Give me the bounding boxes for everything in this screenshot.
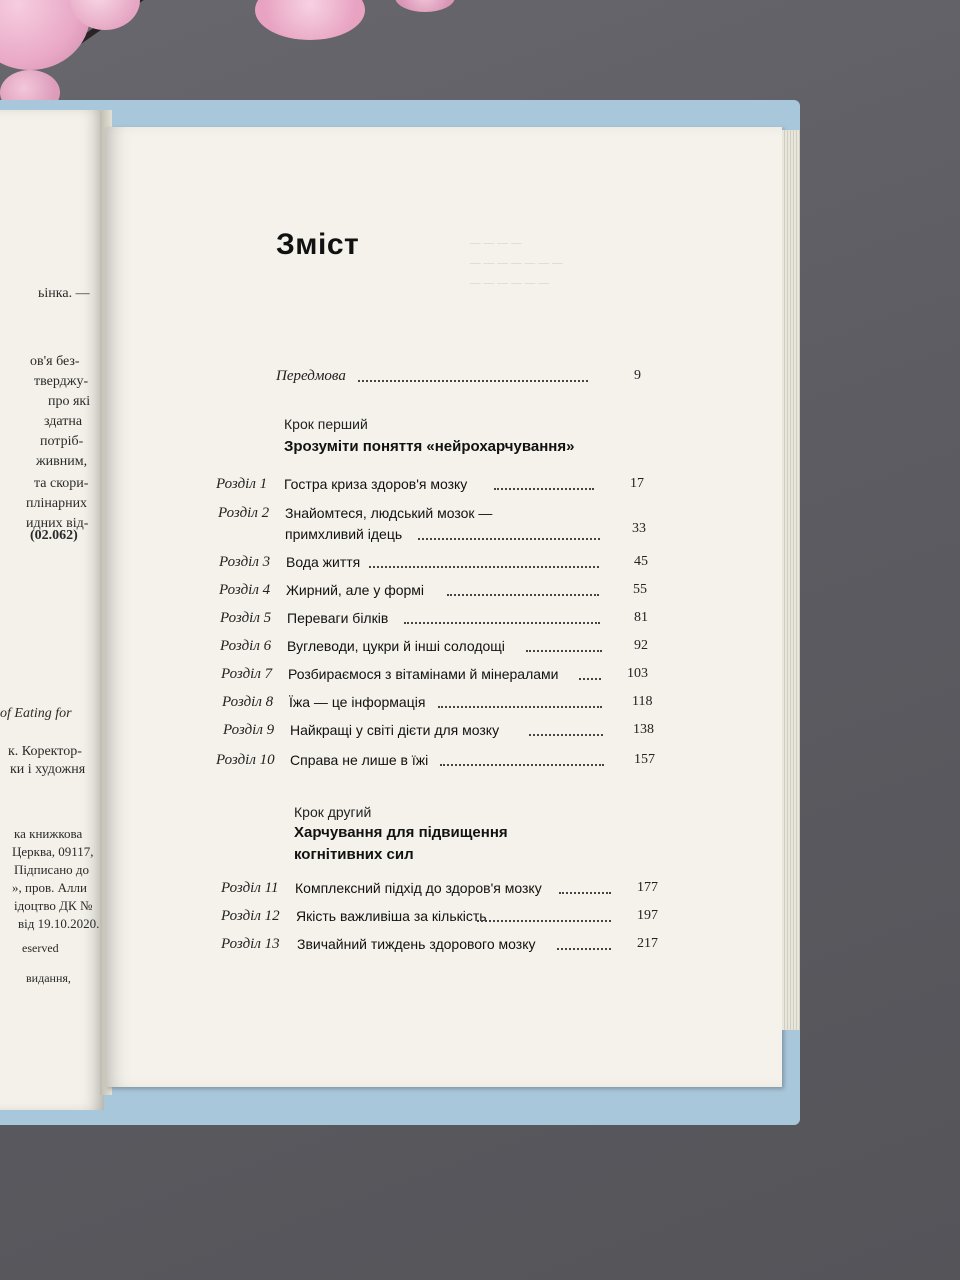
toc-chapter-row — [221, 880, 666, 902]
page-number: 55 — [633, 582, 647, 597]
left-page-text: потріб- — [40, 434, 84, 449]
dot-leader — [440, 754, 604, 766]
chapter-title: Гостра криза здоров'я мозку — [284, 476, 468, 492]
chapter-label: Розділ 4 — [219, 582, 271, 598]
bleed-through-text: — — — — — — — — [470, 255, 563, 269]
dot-leader — [529, 724, 603, 736]
chapter-title: Їжа — це інформація — [289, 694, 426, 710]
chapter-label: Розділ 9 — [223, 722, 275, 738]
part-label: Крок другий — [294, 804, 372, 820]
part-title-line-2: когнітивних сил — [294, 846, 414, 863]
part-title: Зрозуміти поняття «нейрохарчування» — [284, 438, 575, 455]
toc-chapter-row — [221, 666, 661, 688]
dot-leader — [526, 640, 602, 652]
bleed-through-text: — — — — — [470, 235, 522, 249]
dot-leader — [559, 882, 611, 894]
preface-title: Передмова — [276, 368, 346, 384]
chapter-label: Розділ 10 — [216, 752, 275, 768]
page-number: 103 — [627, 666, 648, 681]
left-page-text: ка книжкова — [14, 826, 83, 841]
left-page-text: плінарних — [26, 496, 88, 511]
chapter-title: Переваги білків — [287, 610, 389, 626]
left-page-text: тверджу- — [34, 374, 89, 389]
toc-chapter-row — [216, 476, 656, 498]
chapter-label: Розділ 1 — [216, 476, 268, 492]
chapter-title: Справа не лише в їжі — [290, 752, 429, 768]
page-number: 17 — [630, 476, 644, 491]
toc-chapter-row — [221, 936, 666, 958]
page-number: 157 — [634, 752, 655, 767]
dot-leader — [579, 668, 601, 680]
toc-chapter-row — [220, 638, 660, 660]
page-number: 217 — [637, 936, 658, 951]
page-number: 92 — [634, 638, 648, 653]
page-number: 177 — [637, 880, 658, 895]
left-page-text: eserved — [22, 941, 59, 955]
chapter-label: Розділ 3 — [219, 554, 271, 570]
chapter-title: Вода життя — [286, 554, 361, 570]
cherry-blossom — [395, 0, 455, 12]
chapter-title: Вуглеводи, цукри й інші солодощі — [287, 638, 505, 654]
toc-chapter-row — [219, 554, 659, 576]
left-page-text: ьінка. — — [38, 286, 90, 301]
chapter-title: Якість важливіша за кількість — [296, 908, 487, 924]
page-title: Зміст — [276, 228, 360, 261]
left-page-text: про які — [48, 394, 91, 409]
chapter-label: Розділ 5 — [220, 610, 272, 626]
toc-chapter-row — [221, 908, 666, 930]
left-page — [0, 110, 104, 1110]
toc-preface-row — [276, 368, 646, 390]
toc-chapter-row — [218, 505, 658, 549]
chapter-title: Розбираємося з вітамінами й мінералами — [288, 666, 559, 682]
toc-chapter-row — [220, 610, 660, 632]
page-number: 118 — [632, 694, 653, 709]
part-title: Харчування для підвищення — [294, 824, 508, 841]
chapter-title-line-2: примхливий ідець — [285, 526, 403, 542]
chapter-label: Розділ 11 — [221, 880, 279, 896]
left-page-text: of Eating for — [0, 706, 72, 721]
chapter-label: Розділ 7 — [221, 666, 273, 682]
dot-leader — [447, 584, 599, 596]
cherry-blossom — [255, 0, 365, 40]
dot-leader — [557, 938, 611, 950]
chapter-label: Розділ 12 — [221, 908, 280, 924]
left-page-text: ов'я без- — [30, 354, 80, 369]
part-label: Крок перший — [284, 416, 368, 432]
left-page-text: », пров. Алли — [12, 880, 87, 895]
bleed-through-text: — — — — — — — [470, 275, 550, 289]
chapter-title: Комплексний підхід до здоров'я мозку — [295, 880, 542, 896]
chapter-title: Звичайний тиждень здорового мозку — [297, 936, 536, 952]
page-number: 138 — [633, 722, 654, 737]
toc-chapter-row — [223, 722, 663, 744]
chapter-label: Розділ 8 — [222, 694, 274, 710]
left-page-text: ідоцтво ДК № — [14, 898, 93, 913]
left-page-text: к. Коректор- — [8, 744, 82, 759]
page-number: 33 — [632, 521, 646, 536]
chapter-label: Розділ 2 — [218, 505, 270, 521]
dot-leader — [438, 696, 602, 708]
left-page-text: здатна — [44, 414, 83, 429]
dot-leader — [358, 370, 588, 382]
left-page-text: Підписано до — [14, 862, 90, 877]
left-page-text: живним, — [36, 454, 88, 469]
chapter-label: Розділ 13 — [221, 936, 280, 952]
left-page-text: та скори- — [34, 476, 89, 491]
chapter-label: Розділ 6 — [220, 638, 272, 654]
left-page-text: видання, — [26, 971, 71, 985]
dot-leader — [369, 556, 599, 568]
page-number: 45 — [634, 554, 648, 569]
page-number: 81 — [634, 610, 648, 625]
left-page-text: Церква, 09117, — [12, 844, 94, 859]
dot-leader — [494, 478, 594, 490]
left-page-text: идних від- — [26, 516, 89, 531]
left-page-text: (02.062) — [30, 528, 78, 543]
page-number: 9 — [634, 368, 641, 383]
toc-chapter-row — [219, 582, 659, 604]
left-page-text: від 19.10.2020. — [18, 916, 100, 931]
toc-chapter-row — [216, 752, 660, 774]
chapter-title: Найкращі у світі дієти для мозку — [290, 722, 500, 738]
chapter-title: Знайомтеся, людський мозок — — [285, 505, 493, 521]
dot-leader — [477, 910, 611, 922]
chapter-title: Жирний, але у формі — [286, 582, 425, 598]
dot-leader — [418, 528, 600, 540]
dot-leader — [404, 612, 600, 624]
left-page-text: ки і художня — [10, 762, 86, 777]
toc-chapter-row — [222, 694, 662, 716]
page-number: 197 — [637, 908, 658, 923]
page-edges — [782, 130, 800, 1030]
